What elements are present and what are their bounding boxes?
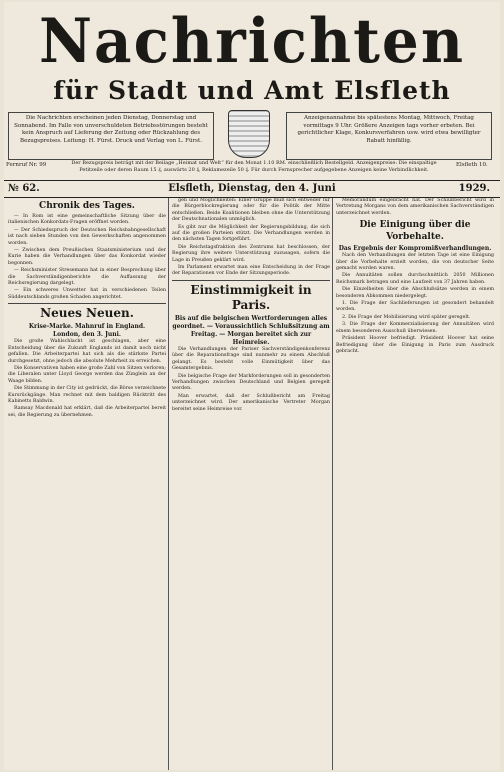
masthead-title: Nachrichten <box>38 5 466 77</box>
masthead-subtitle: für Stadt und Amt Elsfleth <box>53 76 451 105</box>
advertising-info-box: Anzeigenannahme bis spätestens Montag, Mittwoch, Freitag vormittags 9 Uhr. Größere Anzeigen tags vorher erbeten. Bei gerichtlicher Klage, Konkursverfahren usw. wird etwa bewilligter Rabatt hinfällig. <box>286 112 492 160</box>
paragraph: Die Konservativen haben eine große Zahl von Sitzen verloren; die Liberalen unter Lloyd George werden das Zünglein an der Waage bilden. <box>8 365 166 384</box>
subheading: Krise-Marke. Mahnruf in England. <box>28 323 146 331</box>
paragraph: Präsident Hoover befriedigt. Präsident Hoover hat seine Befriedigung über die Einigung in Paris zum Ausdruck gebracht. <box>336 336 494 354</box>
phone-number: Fernruf Nr. 99 <box>6 162 47 168</box>
paragraph: — Ein schweres Unwetter hat in verschiedenen Teilen Süddeutschlands großen Schaden angerichtet. <box>8 288 166 300</box>
paragraph: Die große Wahlschlacht ist geschlagen, aber eine Entscheidung über die Zukunft Englands ist damit noch nicht gefallen. Die Arbeiterpartei hat sich als die stärkste Partei durchgesetzt, ohne jedoch die absolute Mehrheit zu erreichen. <box>8 339 166 364</box>
paragraph: 1. Die Frage der Sachlieferungen ist gesondert behandelt worden. <box>336 301 494 313</box>
paragraph: — In Rom ist eine gemeinschaftliche Sitzung über die italienischen Konkordats-Fragen eröffnet worden. <box>8 214 166 226</box>
paragraph: Die Annuitäten sollen durchschnittlich 2050 Millionen Reichsmark betragen und eine Laufzeit von 37 Jahren haben. <box>336 273 494 285</box>
paragraph: gen und Möglichkeiten: Einer Gruppe muß sich entweder für die Bürgerblockregierung oder für die Politik der Mitte entschließen. Beide Koalitionen bleiben ohne die Unterstützung der Deutschnationalen unmöglich. <box>172 198 330 223</box>
pricing-line: Der Bezugspreis beträgt mit der Beilage „Heimat und Welt“ für den Monat 1.10 RM. einschließlich Bestellgeld. Anzeigenpreise: Die einspaltige Petitzeile oder deren Raum 15 ₰, auswärts 20 ₰, Reklamezeile 50 ₰. Für durch Fernsprecher aufgegebene Anzeigen keine Verbindlichkeit. <box>71 160 437 173</box>
paragraph: Memorandum eingebracht hat. Der Schlußbericht wird in Vertretung Morgans von dem amerikanischen Sachverständigen unterzeichnet werden. <box>336 198 494 216</box>
issue-year: 1929. <box>458 183 490 194</box>
column-2 <box>172 198 330 770</box>
paragraph: Man erwartet, daß der Schlußbericht am Freitag unterzeichnet wird. Der amerikanische Vertreter Morgan bereitet seine Heimreise vor. <box>172 393 330 412</box>
section-heading: Neues Neuen. <box>8 303 166 321</box>
publication-info-box: Die Nachrichten erscheinen jeden Dienstag, Donnerstag und Sonnabend. Im Falle von unverschuldeten Betriebsstörungen besteht kein Anspruch auf Lieferung der Zeitung oder Rückzahlung des Bezugspreises. Leitung: H. Fürst. Druck und Verlag von L. Fürst. <box>8 112 214 160</box>
dateline <box>4 180 500 198</box>
paragraph: Die belgische Frage der Markforderungen soll in gesonderten Verhandlungen zwischen Deutschland und Belgien geregelt werden. <box>172 373 330 392</box>
column-3 <box>336 198 494 770</box>
coat-of-arms-icon <box>228 110 270 158</box>
paragraph: — Zwischen dem Preußischen Staatsministerium und der Kurie haben die Verhandlungen über das Konkordat wieder begonnen. <box>8 248 166 266</box>
column-divider <box>332 198 333 770</box>
location-code: Elsfleth 10. <box>456 162 488 168</box>
column-1 <box>8 198 166 770</box>
issue-number: № 62. <box>8 183 40 194</box>
paragraph: Nach den Verhandlungen der letzten Tage ist eine Einigung über die Vorbehalte erzielt worden, die von deutscher Seite gemacht worden waren. <box>336 253 494 272</box>
paragraph: 2. Die Frage der Mobilisierung wird später geregelt. <box>342 314 471 320</box>
paragraph: — Reichsminister Stresemann hat in einer Besprechung über die Sachverständigenberichte die Auffassung der Reichsregierung dargelegt. <box>8 268 166 287</box>
paragraph: Die Verhandlungen der Pariser Sachverständigenkonferenz über die Reparationsfrage sind nunmehr zu einem Abschluß gelangt. Es besteht volle Einmütigkeit über das Gesamtergebnis. <box>172 346 330 372</box>
column-heading: Chronik des Tages. <box>39 201 135 211</box>
paragraph: Die Stimmung in der City ist gedrückt, die Börse verzeichnete Kursrückgänge. Man rechnet mit dem baldigen Rücktritt des Kabinetts Baldwin. <box>8 386 166 404</box>
section-heading: Die Einigung über die Vorbehalte. <box>359 220 471 243</box>
newspaper-page <box>4 2 500 770</box>
paragraph: — Der Schiedsspruch der Deutschen Reichsbahngesellschaft ist nach sieben Stunden von den Gewerkschaften angenommen worden. <box>8 227 166 246</box>
paragraph: Die Einzelheiten über die Abschlußsätze werden in einem besonderen Abkommen niedergelegt. <box>336 287 494 299</box>
issue-date: Elsfleth, Dienstag, den 4. Juni <box>168 183 336 194</box>
paragraph: Die Reichstagsfraktion des Zentrums hat beschlossen, der Regierung ihre weitere Unterstützung zuzusagen, sofern die Lage in Preußen geklärt wird. <box>172 244 330 263</box>
paragraph: Es gibt nur die Möglichkeit der Regierungsbildung, die sich auf die großen Parteien stützt. Die Verhandlungen werden in den nächsten Tagen fortgeführt. <box>172 224 330 243</box>
subheading: Das Ergebnis der Kompromißverhandlungen. <box>338 245 492 253</box>
section-heading: Einstimmigkeit in Paris. <box>172 280 330 313</box>
paragraph: 3. Die Frage der Kommerzialisierung der Annuitäten wird einem besonderen Ausschuß überwiesen. <box>336 322 494 334</box>
column-divider <box>168 198 169 770</box>
paragraph: Ramsay Macdonald hat erklärt, daß die Arbeiterpartei bereit sei, die Regierung zu übernehmen. <box>8 406 166 418</box>
paragraph: Im Parlament erwartet man eine Entscheidung in der Frage der Reparationen vor Ende der Sitzungsperiode. <box>172 265 330 277</box>
subheading: London, den 3. Juni. <box>52 331 122 339</box>
subheading: Bis auf die belgischen Wertforderungen alles geordnet. — Voraussichtlich Schlußsitzung am Freitag. — Morgan bereitet sich zur Heimreise. <box>172 314 330 346</box>
